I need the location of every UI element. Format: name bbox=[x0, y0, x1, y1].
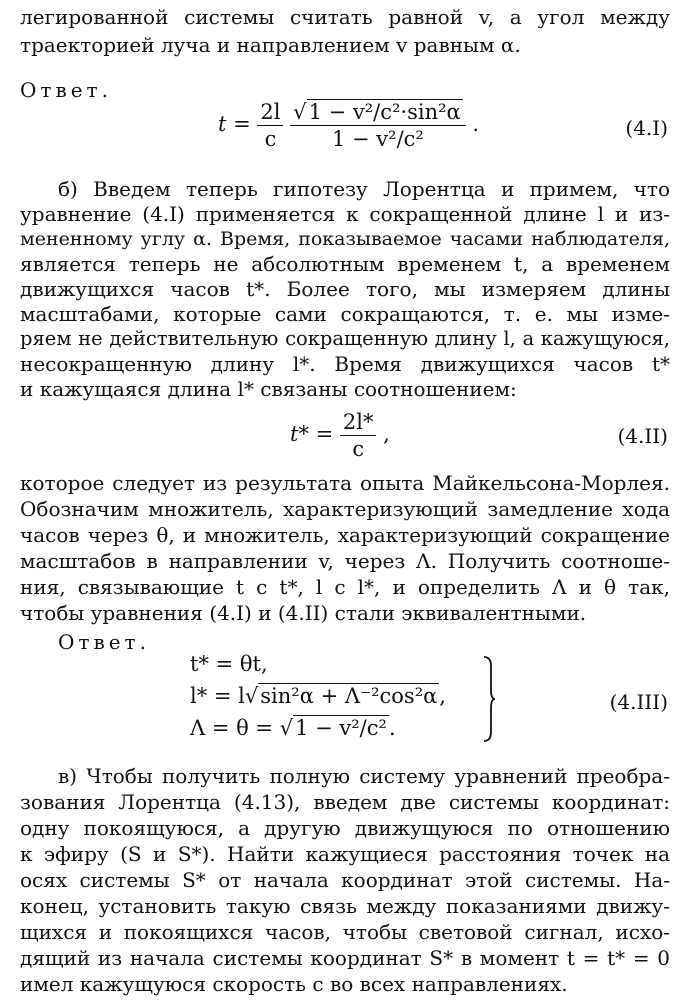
eq-lhs: Λ = θ = bbox=[190, 716, 274, 740]
eq-numerator: √1 − v²/c²·sin²α bbox=[290, 100, 466, 126]
text-line: является теперь не абсолютным временем t, а временем bbox=[20, 252, 670, 276]
text-line: масштабами, которые сами сокращаются, т. е. мы изме- bbox=[20, 302, 670, 326]
answer-label: Ответ. bbox=[20, 78, 112, 102]
eq-fraction bbox=[290, 100, 466, 151]
sqrt-radicand: sin²α + Λ⁻²cos²α bbox=[260, 684, 438, 708]
text-line: и кажущаяся длина l* связаны соотношением: bbox=[20, 377, 517, 401]
equation-4-3-line-3: Λ = θ = √1 − v²/c². bbox=[190, 716, 396, 740]
text-line: зования Лорентца (4.13), введем две системы координат: bbox=[20, 790, 670, 814]
sqrt-radicand: 1 − v²/c² bbox=[295, 716, 387, 740]
text-line: чтобы уравнения (4.I) и (4.II) стали эквивалентными. bbox=[20, 601, 587, 625]
text-line: б) Введем теперь гипотезу Лорентца и примем, что bbox=[58, 177, 670, 201]
eq-denominator: c bbox=[264, 127, 277, 151]
eq-denominator: 1 − v²/c² bbox=[332, 127, 424, 151]
equation-4-3-line-1: t* = θt, bbox=[190, 652, 268, 676]
text-line: щихся и покоящихся часов, чтобы световой сигнал, исхо- bbox=[20, 920, 670, 944]
equation-4-1 bbox=[218, 100, 479, 151]
text-line: несокращенную длину l*. Время движущихся часов t* bbox=[20, 352, 670, 376]
eq-lhs: l* = l bbox=[190, 684, 245, 708]
equation-4-2 bbox=[290, 410, 390, 461]
right-brace-icon bbox=[482, 656, 496, 742]
equation-number: (4.I) bbox=[625, 116, 668, 140]
text-line: конец, установить такую связь между показаниями движу- bbox=[20, 894, 670, 918]
text-line: к эфиру (S и S*). Найти кажущиеся расстояния точек на bbox=[20, 842, 670, 866]
text-line: Обозначим множитель, характеризующий замедление хода bbox=[20, 497, 670, 521]
eq-comma: , bbox=[439, 684, 446, 708]
eq-numerator: 2l* bbox=[340, 410, 377, 436]
text-line: мененному углу α. Время, показываемое часами наблюдателя, bbox=[20, 228, 670, 250]
text-line: легированной системы считать равной v, а угол между bbox=[20, 5, 670, 29]
eq-comma: , bbox=[383, 422, 390, 446]
eq-lhs: t* = bbox=[290, 422, 334, 446]
text-line: имел кажущуюся скорость c во всех направлениях. bbox=[20, 972, 568, 996]
eq-numerator: 2l bbox=[257, 100, 283, 126]
equation-number: (4.II) bbox=[617, 424, 668, 448]
eq-lhs: t = bbox=[218, 112, 251, 136]
text-line: которое следует из результата опыта Майкельсона-Морлея. bbox=[20, 471, 670, 495]
equation-4-3-line-2: l* = l√sin²α + Λ⁻²cos²α, bbox=[190, 684, 446, 708]
equation-number: (4.III) bbox=[609, 690, 668, 714]
text-line: ряем не действительную сокращенную длину l, а кажущуюся, bbox=[20, 327, 670, 350]
sqrt-radicand: 1 − v²/c²·sin²α bbox=[308, 100, 461, 124]
answer-label: Ответ. bbox=[58, 630, 150, 654]
text-line: масштабов в направлении v, через Λ. Получить соотноше- bbox=[20, 549, 670, 573]
text-line: осях системы S* от начала координат этой системы. На- bbox=[20, 868, 670, 892]
text-line: движущихся часов t*. Более того, мы измеряем длины bbox=[20, 277, 670, 301]
eq-fraction bbox=[340, 410, 377, 461]
text-line: часов через θ, и множитель, характеризующий сокращение bbox=[20, 523, 670, 547]
eq-dot: . bbox=[388, 716, 396, 740]
text-line: дящий из начала системы координат S* в момент t = t* = 0 bbox=[20, 946, 670, 970]
text-line: в) Чтобы получить полную систему уравнений преобра- bbox=[58, 764, 670, 788]
text-line: одну покоящуюся, а другую движущуюся по отношению bbox=[20, 816, 670, 840]
eq-fraction bbox=[257, 100, 283, 151]
eq-dot: . bbox=[472, 112, 480, 136]
text-line: траекторией луча и направлением v равным α. bbox=[20, 33, 521, 57]
eq-denominator: c bbox=[352, 437, 365, 461]
text-line: ния, связывающие t с t*, l с l*, и определить Λ и θ так, bbox=[20, 575, 670, 599]
text-line: уравнение (4.I) применяется к сокращенной длине l и из- bbox=[20, 202, 670, 226]
